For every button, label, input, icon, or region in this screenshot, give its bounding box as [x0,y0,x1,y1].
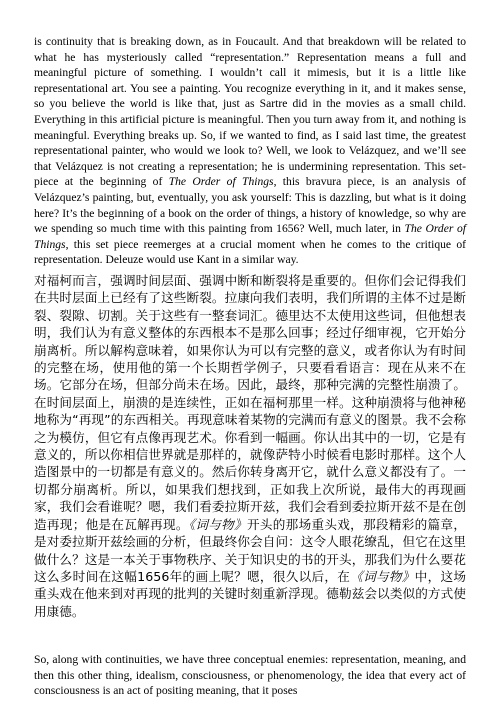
book-title: The Order of Things [168,175,274,189]
book-title: The Order of Things [34,222,466,251]
english-paragraph-1 [34,34,466,268]
book-title: 《词与物》 [350,568,415,584]
text-segment: , this set piece reemerges at a crucial moment when he comes to the critique of representation. Deleuze would use Kant in a similar way. [34,237,466,267]
text-segment: 开头的那场重头戏，那段精彩的篇章，是对委拉斯开兹绘画的分析，但最终你会自问：这令人眼花缭乱，但它在这里做什么？这是一本关于事物秩序、关于知识史的书的开头，那我们为什么要花这么多时间在这幅1656年的画上呢？嗯，很久以后，在 [34,516,466,584]
text-segment: is continuity that is breaking down, as in Foucault. And that breakdown will be related to what he has mysteriously called “representation.” Representation means a full and meaningful picture of something. I wouldn’t call it mimesis, but it is a little like representational art. You see a painting. You recognize everything in it, and it makes sense, so you believe the world is like that, just as Sartre did in the movies as a small child. Everything in this artificial picture is meaningful. Then you turn away from it, and nothing is meaningful. Everything breaks up. So, if we wanted to find, as I said last time, the greatest representational painter, who would we look to? Well, we look to Velázquez, and we’ll see that Velázquez is not creating a representation; he is undermining representation. This set-piece at the beginning of [34,35,466,189]
text-segment: 对福柯而言，强调时间层面、强调中断和断裂将是重要的。但你们会记得我们在共时层面上已经有了这些断裂。拉康向我们表明，我们所谓的主体不过是断裂、裂隙、切割。关于这些有一整套词汇。德里达不太使用这些词，但他想表明，我们认为有意义整体的东西根本不是那么回事；经过仔细审视，它开始分崩离析。所以解构意味着，如果你认为可以有完整的意义，或者你认为有时间的完整在场，使用他的第一个长期哲学例子，只要看看语言：现在从来不在场。它部分在场，但部分尚未在场。因此，最终，那种完满的完整性崩溃了。在时间层面上，崩溃的是连续性，正如在福柯那里一样。这种崩溃将与他神秘地称为“再现”的东西相关。再现意味着某物的完满而有意义的图景。我不会称之为模仿，但它有点像再现艺术。你看到一幅画。你认出其中的一切，它是有意义的，所以你相信世界就是那样的，就像萨特小时候看电影时那样。这个人造图景中的一切都是有意义的。然后你转身离开它，就什么意义都没有了。一切都分崩离析。所以，如果我们想找到，正如我上次所说，最伟大的再现画家，我们会看谁呢？嗯，我们看委拉斯开兹，我们会看到委拉斯开兹不是在创造再现；他是在瓦解再现。 [34,273,466,532]
book-title: 《词与物》 [188,516,247,532]
text-segment: , this bravura piece, is an analysis of Velázquez’s painting, but, eventually, you ask yourself: This is dazzling, but what is it doing here? It’s the beginning of a book on the order of things, a history of knowledge, so why are we spending so much time with this painting from 1656? Well, much later, in [34,175,466,236]
text-segment: 中，这场重头戏在他来到对再现的批判的关键时刻重新浮现。德勒兹会以类似的方式使用康德。 [34,568,466,619]
chinese-paragraph [34,272,466,620]
english-paragraph-2: So, along with continuities, we have three conceptual enemies: representation, meaning, and then this other thing, idealism, consciousness, or phenomenology, the idea that every act of consciousness is an act of positing meaning, that it poses [34,653,466,698]
